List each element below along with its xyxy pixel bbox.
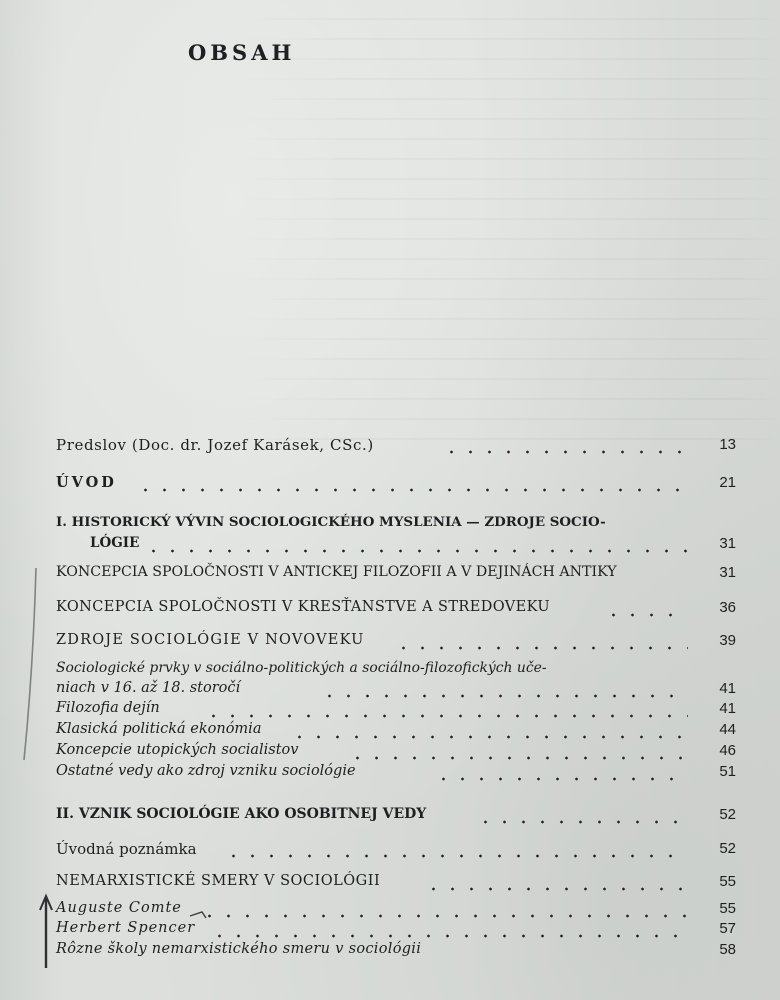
toc-entry-label: Herbert Spencer (56, 920, 196, 936)
toc-entry-page: 36 (719, 599, 736, 616)
toc-entry-label: Predslov (Doc. dr. Jozef Karásek, CSc.) (56, 436, 374, 454)
toc-entry-page: 55 (719, 900, 736, 917)
toc-entry-label: NEMARXISTICKÉ SMERY V SOCIOLÓGII (56, 873, 381, 889)
toc-entry-page: 41 (719, 700, 736, 717)
toc-entry-label: Rôzne školy nemarxistického smeru v sociológii (56, 941, 422, 957)
toc-entry-page: 31 (719, 564, 736, 581)
toc-entry-page: 21 (719, 474, 736, 491)
toc-entry-label: KONCEPCIA SPOLOČNOSTI V KRESŤANSTVE A STREDOVEKU (56, 599, 550, 615)
toc-entry-page: 57 (719, 920, 736, 937)
toc-entry-label: KONCEPCIA SPOLOČNOSTI V ANTICKEJ FILOZOFII A V DEJINÁCH ANTIKY (56, 564, 617, 580)
toc-entry-label-cont: LÓGIE (90, 535, 140, 551)
toc-entry-page: 52 (719, 806, 736, 823)
toc-entry-label: ZDROJE SOCIOLÓGIE V NOVOVEKU (56, 632, 365, 648)
toc-entry-page: 13 (719, 436, 736, 453)
toc-entry-page: 51 (719, 763, 736, 780)
toc-entry-label: Filozofia dejín (56, 700, 160, 716)
toc-entry-label: Úvodná poznámka (56, 840, 197, 858)
toc-entry-label-cont: niach v 16. až 18. storočí (56, 680, 241, 696)
toc-entry-label: Sociologické prvky v sociálno-politických a sociálno-filozofických uče- (56, 660, 547, 676)
toc-entry-label: II. VZNIK SOCIOLÓGIE AKO OSOBITNEJ VEDY (56, 806, 427, 822)
toc-entry-page: 44 (719, 721, 736, 738)
toc-entry-label: ÚVOD (56, 474, 117, 491)
toc-entry-label: Klasická politická ekonómia (56, 721, 262, 737)
toc-entry-page: 55 (719, 873, 736, 890)
toc-entry-page: 39 (719, 632, 736, 649)
toc-entry-label: Ostatné vedy ako zdroj vzniku sociológie (56, 763, 356, 779)
toc-entry-label: I. HISTORICKÝ VÝVIN SOCIOLOGICKÉHO MYSLENIA — ZDROJE SOCIO- (56, 514, 606, 530)
toc-entry-page: 52 (719, 840, 736, 857)
toc-entry-page: 58 (719, 941, 736, 958)
page-title: OBSAH (188, 40, 296, 65)
toc-entry-label: Auguste Comte (56, 900, 182, 916)
toc-entry-page: 41 (719, 680, 736, 697)
toc-entry-page: 46 (719, 742, 736, 759)
toc-entry-page: 31 (719, 535, 736, 552)
toc-entry-label: Koncepcie utopických socialistov (56, 742, 299, 758)
